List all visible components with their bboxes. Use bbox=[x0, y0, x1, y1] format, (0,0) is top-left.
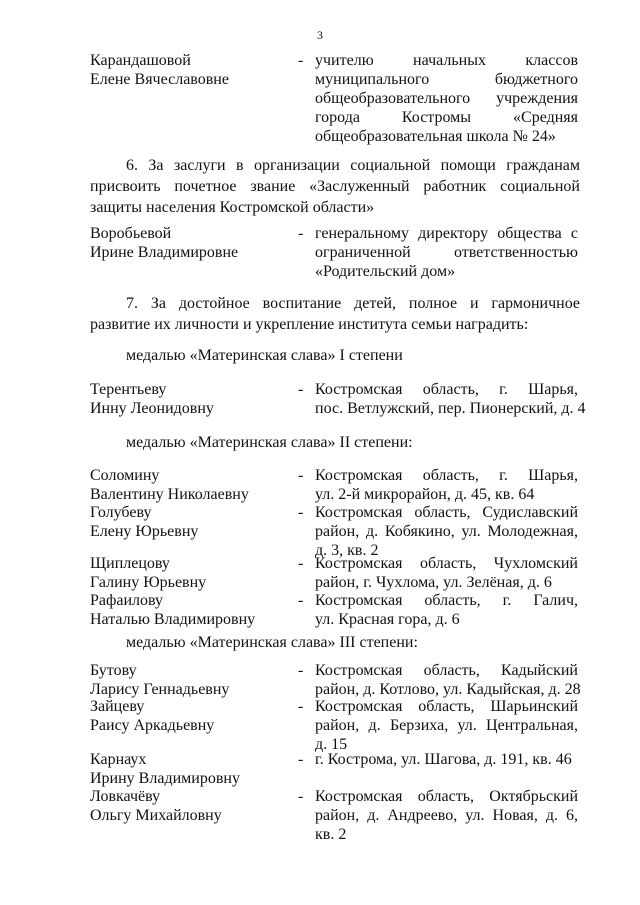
desc-line: кв. 2 bbox=[315, 826, 347, 843]
desc-line: общеобразовательная школа № 24» bbox=[315, 128, 556, 145]
recipient-name bbox=[90, 380, 290, 418]
recipient-description bbox=[315, 787, 578, 844]
recipient-description bbox=[315, 554, 578, 592]
desc-line: учителю начальных классов bbox=[315, 52, 578, 69]
desc-line: города Костромы «Средняя bbox=[315, 109, 578, 126]
desc-line: «Родительский дом» bbox=[315, 263, 456, 280]
desc-line: ул. 2-й микрорайон, д. 45, кв. 64 bbox=[315, 486, 535, 503]
name-line: Валентину Николаевну bbox=[90, 486, 249, 503]
desc-line: д. 15 bbox=[315, 736, 348, 753]
separator-dash: - bbox=[298, 751, 304, 768]
page-number: 3 bbox=[317, 28, 323, 42]
name-line: Бутову bbox=[90, 662, 137, 679]
name-line: Ларису Геннадьевну bbox=[90, 681, 230, 698]
medal-heading: медалью «Материнская слава» II степени: bbox=[126, 434, 413, 451]
name-line: Галину Юрьевну bbox=[90, 574, 207, 591]
recipient-name bbox=[90, 554, 290, 592]
desc-line: Костромская область, Чухломский bbox=[315, 555, 578, 572]
desc-line: район, д. Андреево, ул. Новая, д. 6, bbox=[315, 807, 578, 824]
name-line: Ирине Владимировне bbox=[90, 244, 239, 261]
recipient-description bbox=[315, 661, 581, 699]
recipient-name bbox=[90, 503, 290, 541]
recipient-name bbox=[90, 750, 290, 788]
separator-dash: - bbox=[298, 381, 304, 398]
recipient-name bbox=[90, 51, 290, 89]
recipient-name bbox=[90, 466, 290, 504]
desc-line: Костромская область, Судиславский bbox=[315, 504, 578, 521]
name-line: Елену Юрьевну bbox=[90, 523, 199, 540]
name-line: Ольгу Михайловну bbox=[90, 807, 222, 824]
recipient-name bbox=[90, 591, 290, 629]
separator-dash: - bbox=[298, 592, 304, 609]
paragraph-7: 7. За достойное воспитание детей, полное и гармоничное развитие их личности и укрепление института семьи наградить: bbox=[90, 295, 580, 333]
name-line: Рафаилову bbox=[90, 592, 164, 609]
medal-heading: медалью «Материнская слава» III степени: bbox=[126, 634, 418, 651]
desc-line: пос. Ветлужский, пер. Пионерский, д. 4 bbox=[315, 400, 586, 417]
desc-line: район, д. Берзиха, ул. Центральная, bbox=[315, 717, 578, 734]
recipient-description bbox=[315, 750, 578, 769]
name-line: Ирину Владимировну bbox=[90, 770, 240, 787]
desc-line: общеобразовательного учреждения bbox=[315, 90, 578, 107]
recipient-description bbox=[315, 697, 578, 754]
recipient-name bbox=[90, 697, 290, 735]
separator-dash: - bbox=[298, 662, 304, 679]
medal-heading: медалью «Материнская слава» I степени bbox=[126, 347, 403, 364]
desc-line: г. Кострома, ул. Шагова, д. 191, кв. 46 bbox=[315, 751, 572, 768]
separator-dash: - bbox=[298, 467, 304, 484]
recipient-name bbox=[90, 787, 290, 825]
desc-line: д. 3, кв. 2 bbox=[315, 542, 379, 559]
desc-line: Костромская область, Шарьинский bbox=[315, 698, 578, 715]
paragraph-6: 6. За заслуги в организации социальной помощи гражданам присвоить почетное звание «Заслуженный работник социальной защиты населения Костромской области» bbox=[90, 157, 580, 216]
recipient-name bbox=[90, 661, 290, 699]
desc-line: Костромская область, г. Шарья, bbox=[315, 467, 578, 484]
name-line: Инну Леонидовну bbox=[90, 400, 214, 417]
recipient-description bbox=[315, 591, 578, 629]
name-line: Голубеву bbox=[90, 504, 152, 521]
recipient-description bbox=[315, 503, 578, 560]
desc-line: район, г. Чухлома, ул. Зелёная, д. 6 bbox=[315, 574, 552, 591]
recipient-description bbox=[315, 466, 578, 504]
name-line: Карандашовой bbox=[90, 52, 191, 69]
desc-line: муниципального бюджетного bbox=[315, 71, 578, 88]
separator-dash: - bbox=[298, 788, 304, 805]
name-line: Елене Вячеславовне bbox=[90, 71, 229, 88]
name-line: Карнаух bbox=[90, 751, 147, 768]
name-line: Зайцеву bbox=[90, 698, 145, 715]
recipient-description bbox=[315, 224, 578, 281]
desc-line: район, д. Кобякино, ул. Молодежная, bbox=[315, 523, 578, 540]
recipient-name bbox=[90, 224, 290, 262]
name-line: Щиплецову bbox=[90, 555, 170, 572]
recipient-description bbox=[315, 51, 578, 146]
desc-line: ул. Красная гора, д. 6 bbox=[315, 611, 460, 628]
desc-line: Костромская область, г. Шарья, bbox=[315, 381, 578, 398]
name-line: Раису Аркадьевну bbox=[90, 717, 215, 734]
desc-line: район, д. Котлово, ул. Кадыйская, д. 28 bbox=[315, 681, 581, 698]
desc-line: Костромская область, г. Галич, bbox=[315, 592, 578, 609]
name-line: Терентьеву bbox=[90, 381, 167, 398]
name-line: Наталью Владимировну bbox=[90, 611, 256, 628]
desc-line: Костромская область, Кадыйский bbox=[315, 662, 578, 679]
separator-dash: - bbox=[298, 504, 304, 521]
separator-dash: - bbox=[298, 225, 304, 242]
desc-line: генеральному директору общества с bbox=[315, 225, 578, 242]
desc-line: Костромская область, Октябрьский bbox=[315, 788, 578, 805]
recipient-description bbox=[315, 380, 586, 418]
separator-dash: - bbox=[298, 698, 304, 715]
name-line: Соломину bbox=[90, 467, 160, 484]
separator-dash: - bbox=[298, 52, 304, 69]
desc-line: ограниченной ответственностью bbox=[315, 244, 578, 261]
separator-dash: - bbox=[298, 555, 304, 572]
name-line: Воробьевой bbox=[90, 225, 172, 242]
name-line: Ловкачёву bbox=[90, 788, 161, 805]
